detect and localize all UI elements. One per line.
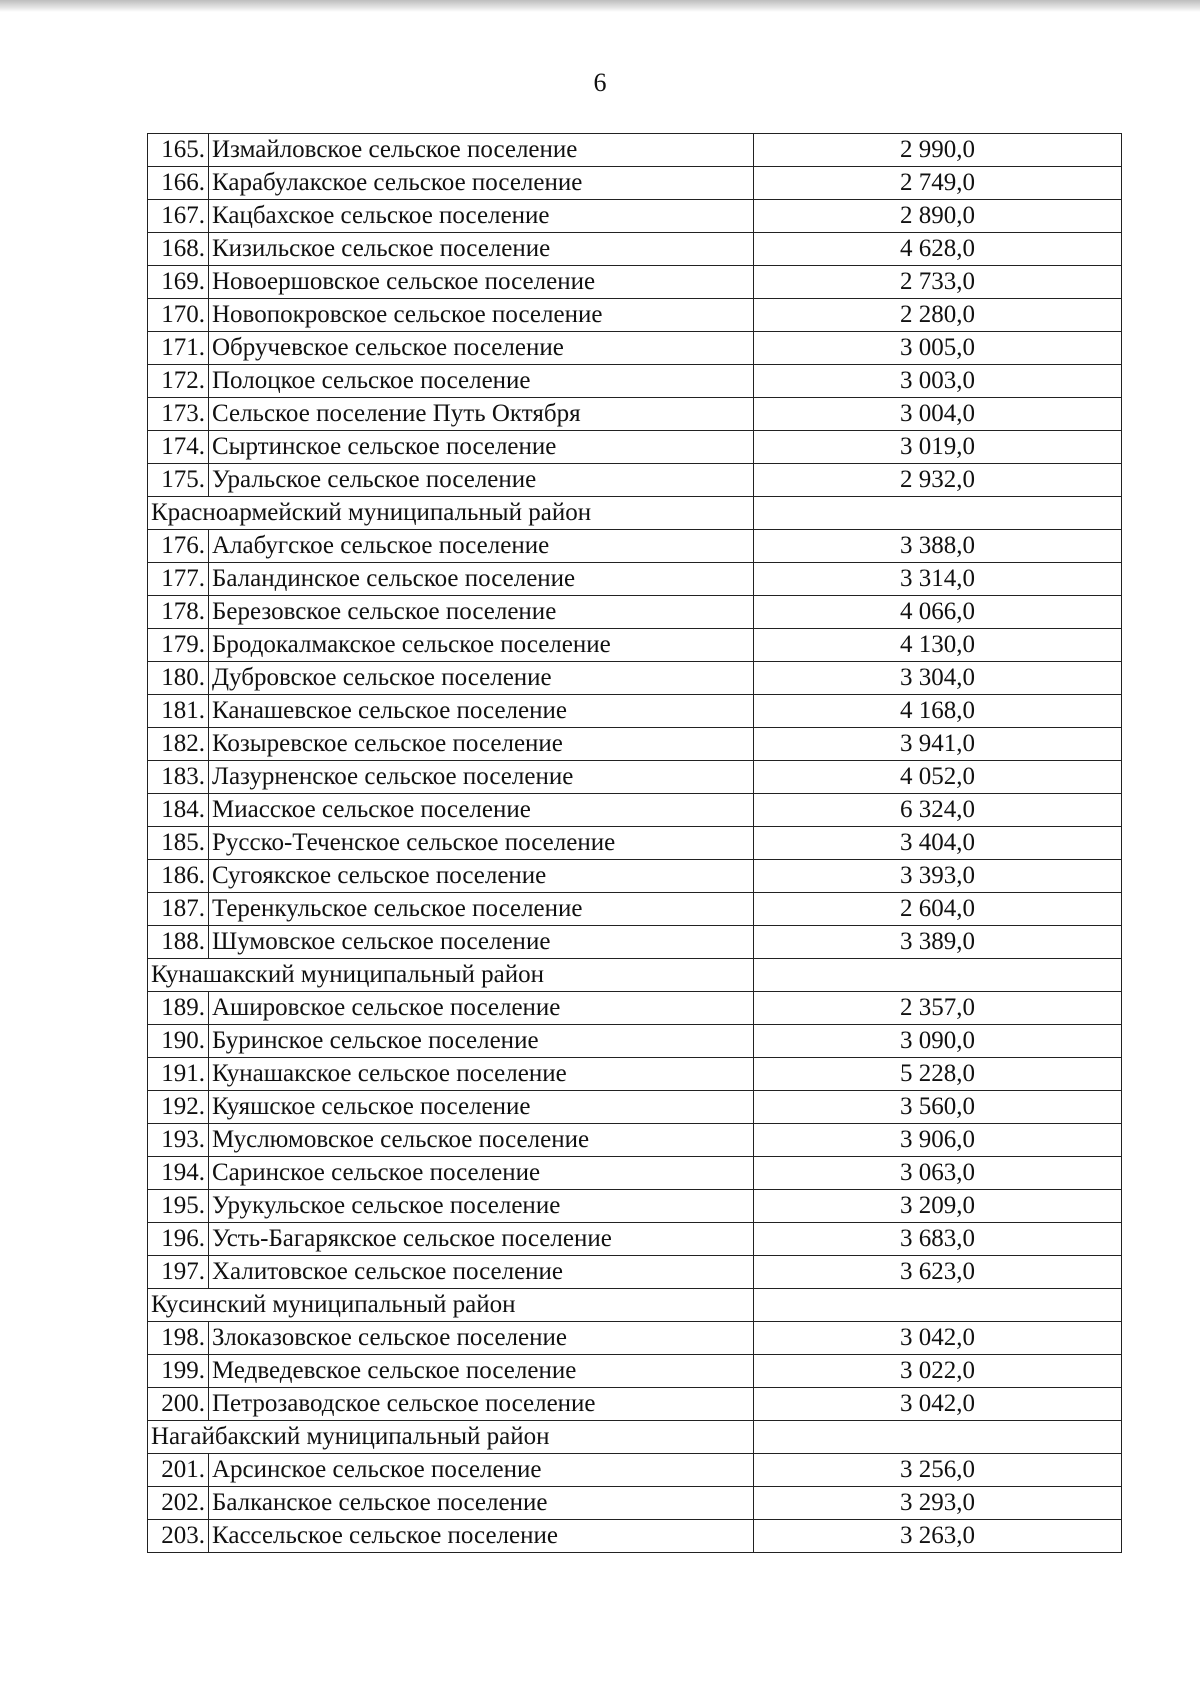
page-number: 6 — [593, 68, 607, 97]
settlement-name: Ашировское сельское поселение — [209, 992, 754, 1025]
settlement-name: Козыревское сельское поселение — [209, 728, 754, 761]
row-number: 181. — [148, 695, 209, 728]
row-number: 185. — [148, 827, 209, 860]
settlement-name: Усть-Багарякское сельское поселение — [209, 1223, 754, 1256]
settlement-amount: 6 324,0 — [754, 794, 1122, 827]
row-number: 165. — [148, 134, 209, 167]
settlement-name: Сыртинское сельское поселение — [209, 431, 754, 464]
table-row — [148, 332, 1122, 365]
settlement-name: Злоказовское сельское поселение — [209, 1322, 754, 1355]
settlement-name: Алабугское сельское поселение — [209, 530, 754, 563]
settlement-name: Петрозаводское сельское поселение — [209, 1388, 754, 1421]
table-row — [148, 1520, 1122, 1553]
settlement-name: Лазурненское сельское поселение — [209, 761, 754, 794]
table-row — [148, 464, 1122, 497]
table-body — [148, 134, 1122, 1553]
settlement-name: Обручевское сельское поселение — [209, 332, 754, 365]
settlement-name: Дубровское сельское поселение — [209, 662, 754, 695]
district-row — [148, 959, 1122, 992]
settlements-table — [147, 133, 1122, 1553]
settlement-amount: 3 389,0 — [754, 926, 1122, 959]
table-row — [148, 860, 1122, 893]
table-row — [148, 266, 1122, 299]
settlement-amount: 5 228,0 — [754, 1058, 1122, 1091]
settlement-name: Миасское сельское поселение — [209, 794, 754, 827]
table-row — [148, 1223, 1122, 1256]
table-row — [148, 1355, 1122, 1388]
settlement-name: Полоцкое сельское поселение — [209, 365, 754, 398]
table-row — [148, 1124, 1122, 1157]
table-row — [148, 167, 1122, 200]
table-row — [148, 629, 1122, 662]
settlement-amount: 4 052,0 — [754, 761, 1122, 794]
settlement-name: Арсинское сельское поселение — [209, 1454, 754, 1487]
table-row — [148, 992, 1122, 1025]
row-number: 202. — [148, 1487, 209, 1520]
settlement-amount: 2 733,0 — [754, 266, 1122, 299]
row-number: 177. — [148, 563, 209, 596]
table-row — [148, 233, 1122, 266]
row-number: 190. — [148, 1025, 209, 1058]
settlement-amount: 3 623,0 — [754, 1256, 1122, 1289]
row-number: 186. — [148, 860, 209, 893]
settlement-amount: 2 280,0 — [754, 299, 1122, 332]
row-number: 187. — [148, 893, 209, 926]
table-row — [148, 299, 1122, 332]
settlement-amount: 3 314,0 — [754, 563, 1122, 596]
district-row — [148, 1289, 1122, 1322]
row-number: 173. — [148, 398, 209, 431]
row-number: 198. — [148, 1322, 209, 1355]
table-row — [148, 1388, 1122, 1421]
settlement-name: Баландинское сельское поселение — [209, 563, 754, 596]
settlement-name: Уральское сельское поселение — [209, 464, 754, 497]
settlement-name: Бродокалмакское сельское поселение — [209, 629, 754, 662]
table-row — [148, 398, 1122, 431]
row-number: 184. — [148, 794, 209, 827]
settlement-name: Халитовское сельское поселение — [209, 1256, 754, 1289]
settlement-amount: 3 388,0 — [754, 530, 1122, 563]
row-number: 175. — [148, 464, 209, 497]
district-name: Красноармейский муниципальный район — [148, 497, 754, 530]
table-row — [148, 926, 1122, 959]
settlement-amount: 3 304,0 — [754, 662, 1122, 695]
row-number: 188. — [148, 926, 209, 959]
row-number: 195. — [148, 1190, 209, 1223]
settlement-amount: 2 990,0 — [754, 134, 1122, 167]
settlement-name: Кассельское сельское поселение — [209, 1520, 754, 1553]
district-row — [148, 1421, 1122, 1454]
district-amount-cell — [754, 959, 1122, 992]
district-name: Нагайбакский муниципальный район — [148, 1421, 754, 1454]
settlement-amount: 2 890,0 — [754, 200, 1122, 233]
table-row — [148, 1091, 1122, 1124]
row-number: 176. — [148, 530, 209, 563]
settlement-amount: 3 042,0 — [754, 1322, 1122, 1355]
table-row — [148, 134, 1122, 167]
district-row — [148, 497, 1122, 530]
row-number: 201. — [148, 1454, 209, 1487]
row-number: 194. — [148, 1157, 209, 1190]
table-row — [148, 1322, 1122, 1355]
row-number: 200. — [148, 1388, 209, 1421]
settlement-name: Сугоякское сельское поселение — [209, 860, 754, 893]
settlement-name: Куяшское сельское поселение — [209, 1091, 754, 1124]
settlement-amount: 4 130,0 — [754, 629, 1122, 662]
settlement-amount: 3 003,0 — [754, 365, 1122, 398]
row-number: 189. — [148, 992, 209, 1025]
table-row — [148, 200, 1122, 233]
scan-top-edge — [0, 0, 1200, 12]
settlement-amount: 3 683,0 — [754, 1223, 1122, 1256]
settlement-name: Урукульское сельское поселение — [209, 1190, 754, 1223]
settlement-name: Муслюмовское сельское поселение — [209, 1124, 754, 1157]
settlement-name: Новопокровское сельское поселение — [209, 299, 754, 332]
row-number: 170. — [148, 299, 209, 332]
row-number: 178. — [148, 596, 209, 629]
settlement-amount: 2 357,0 — [754, 992, 1122, 1025]
settlement-name: Теренкульское сельское поселение — [209, 893, 754, 926]
table-row — [148, 1025, 1122, 1058]
table-row — [148, 596, 1122, 629]
settlement-name: Сельское поселение Путь Октября — [209, 398, 754, 431]
row-number: 172. — [148, 365, 209, 398]
table-row — [148, 563, 1122, 596]
settlement-amount: 3 906,0 — [754, 1124, 1122, 1157]
settlement-name: Балканское сельское поселение — [209, 1487, 754, 1520]
row-number: 171. — [148, 332, 209, 365]
table-row — [148, 365, 1122, 398]
row-number: 193. — [148, 1124, 209, 1157]
settlement-name: Шумовское сельское поселение — [209, 926, 754, 959]
settlement-name: Карабулакское сельское поселение — [209, 167, 754, 200]
row-number: 203. — [148, 1520, 209, 1553]
settlement-amount: 3 063,0 — [754, 1157, 1122, 1190]
row-number: 169. — [148, 266, 209, 299]
table-row — [148, 794, 1122, 827]
table-row — [148, 431, 1122, 464]
row-number: 183. — [148, 761, 209, 794]
settlement-amount: 2 932,0 — [754, 464, 1122, 497]
row-number: 174. — [148, 431, 209, 464]
settlement-amount: 3 042,0 — [754, 1388, 1122, 1421]
settlement-amount: 3 404,0 — [754, 827, 1122, 860]
district-name: Кунашакский муниципальный район — [148, 959, 754, 992]
settlement-amount: 3 560,0 — [754, 1091, 1122, 1124]
settlement-amount: 3 004,0 — [754, 398, 1122, 431]
row-number: 197. — [148, 1256, 209, 1289]
settlement-name: Канашевское сельское поселение — [209, 695, 754, 728]
settlement-amount: 4 628,0 — [754, 233, 1122, 266]
settlement-amount: 4 168,0 — [754, 695, 1122, 728]
settlement-name: Кацбахское сельское поселение — [209, 200, 754, 233]
settlement-name: Буринское сельское поселение — [209, 1025, 754, 1058]
settlement-name: Новоершовское сельское поселение — [209, 266, 754, 299]
table-row — [148, 1454, 1122, 1487]
settlement-amount: 3 022,0 — [754, 1355, 1122, 1388]
table-row — [148, 530, 1122, 563]
settlement-name: Березовское сельское поселение — [209, 596, 754, 629]
settlement-name: Кунашакское сельское поселение — [209, 1058, 754, 1091]
table-row — [148, 1190, 1122, 1223]
table-row — [148, 1157, 1122, 1190]
district-name: Кусинский муниципальный район — [148, 1289, 754, 1322]
table-row — [148, 728, 1122, 761]
settlement-amount: 3 293,0 — [754, 1487, 1122, 1520]
district-amount-cell — [754, 497, 1122, 530]
settlement-amount: 3 090,0 — [754, 1025, 1122, 1058]
row-number: 166. — [148, 167, 209, 200]
row-number: 199. — [148, 1355, 209, 1388]
district-amount-cell — [754, 1421, 1122, 1454]
settlement-amount: 3 209,0 — [754, 1190, 1122, 1223]
settlement-amount: 3 263,0 — [754, 1520, 1122, 1553]
settlement-amount: 3 393,0 — [754, 860, 1122, 893]
table-row — [148, 827, 1122, 860]
settlement-amount: 3 941,0 — [754, 728, 1122, 761]
table-row — [148, 1256, 1122, 1289]
settlement-name: Кизильское сельское поселение — [209, 233, 754, 266]
settlement-amount: 3 005,0 — [754, 332, 1122, 365]
district-amount-cell — [754, 1289, 1122, 1322]
settlement-amount: 3 019,0 — [754, 431, 1122, 464]
row-number: 179. — [148, 629, 209, 662]
row-number: 182. — [148, 728, 209, 761]
settlement-name: Медведевское сельское поселение — [209, 1355, 754, 1388]
row-number: 168. — [148, 233, 209, 266]
row-number: 191. — [148, 1058, 209, 1091]
settlement-amount: 2 749,0 — [754, 167, 1122, 200]
table-row — [148, 1058, 1122, 1091]
table-row — [148, 1487, 1122, 1520]
row-number: 180. — [148, 662, 209, 695]
settlement-amount: 3 256,0 — [754, 1454, 1122, 1487]
settlement-amount: 4 066,0 — [754, 596, 1122, 629]
settlement-name: Саринское сельское поселение — [209, 1157, 754, 1190]
row-number: 192. — [148, 1091, 209, 1124]
row-number: 167. — [148, 200, 209, 233]
settlement-amount: 2 604,0 — [754, 893, 1122, 926]
table-row — [148, 893, 1122, 926]
table-row — [148, 695, 1122, 728]
table-row — [148, 662, 1122, 695]
settlement-name: Измайловское сельское поселение — [209, 134, 754, 167]
settlement-name: Русско-Теченское сельское поселение — [209, 827, 754, 860]
row-number: 196. — [148, 1223, 209, 1256]
table-row — [148, 761, 1122, 794]
